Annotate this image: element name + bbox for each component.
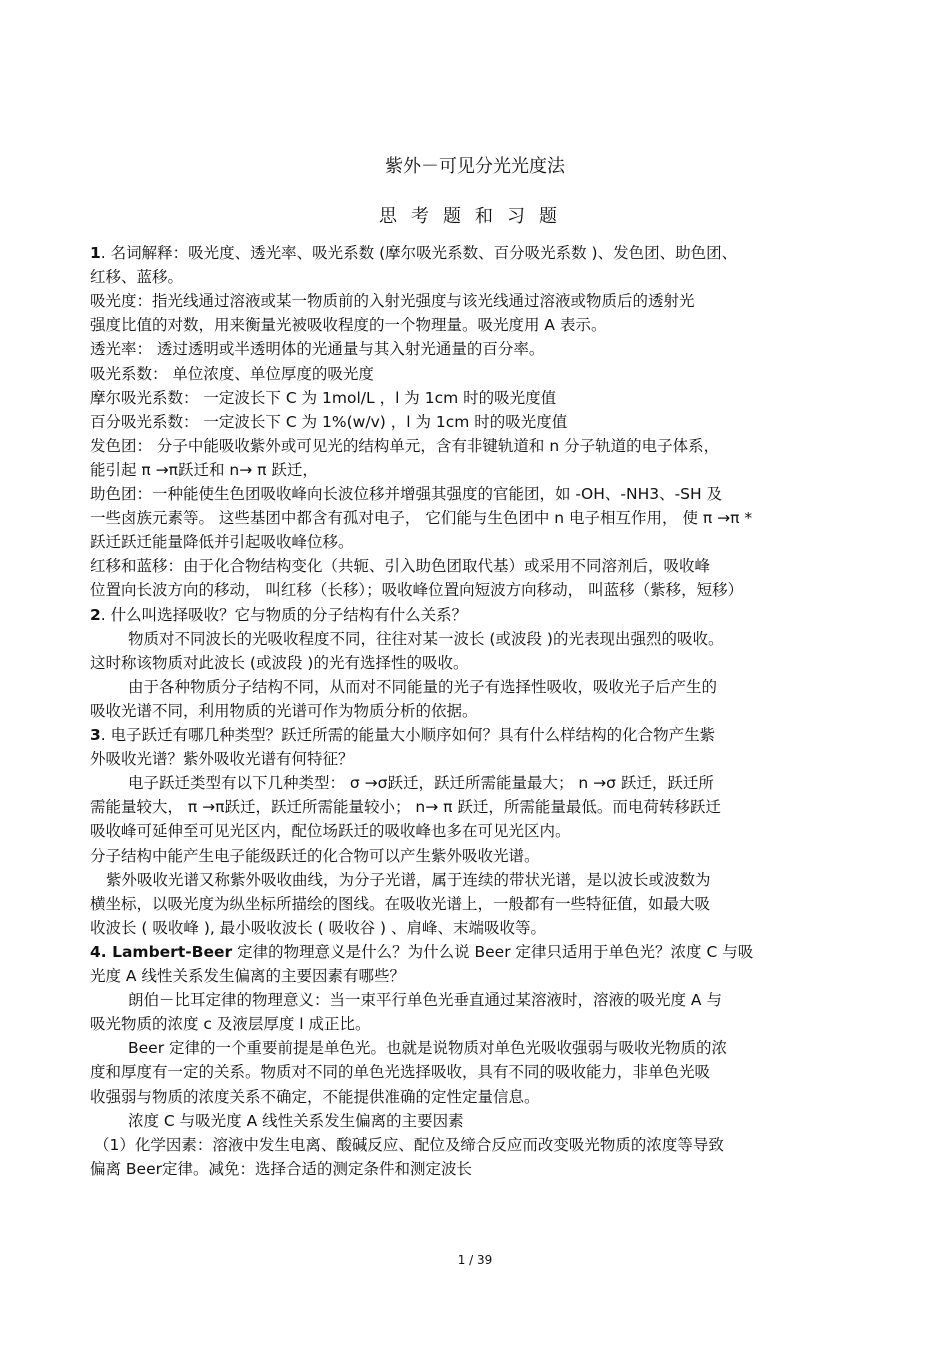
text-line (90, 291, 695, 311)
line-text: 吸收峰可延伸至可见光区内，配位场跃迁的吸收峰也多在可见光区内。 (90, 822, 571, 841)
line-text: 物质对不同波长的光吸收程度不同，往往对某一波长 (或波段 )的光表现出强烈的吸收。 (128, 629, 724, 648)
line-text: （1）化学因素：溶液中发生电离、酸碱反应、配位及缔合反应而改变吸光物质的浓度等导致 (94, 1135, 724, 1154)
text-line (106, 870, 711, 890)
line-text: 由于各种物质分子结构不同，从而对不同能量的光子有选择性吸收，吸收光子后产生的 (128, 677, 718, 696)
text-line (90, 1087, 540, 1107)
page-number: 1 / 39 (457, 1253, 493, 1267)
line-text: 度和厚度有一定的关系。物质对不同的单色光选择吸收，具有不同的吸收能力，非单色光吸 (90, 1063, 711, 1082)
text-line (90, 1014, 371, 1034)
text-line (90, 460, 318, 480)
question-number: 3 (90, 726, 101, 744)
line-text: 光度 A 线性关系发生偏离的主要因素有哪些？ (90, 967, 405, 985)
line-text: . 什么叫选择吸收？它与物质的分子结构有什么关系？ (100, 605, 468, 624)
document-title: 紫外－可见分光光度法 (385, 156, 565, 177)
text-line (90, 436, 719, 456)
text-line (90, 846, 540, 866)
text-line (90, 966, 405, 986)
text-line (90, 701, 478, 721)
line-text: 摩尔吸光系数： 一定波长下 C 为 1mol/L ，l 为 1cm 时的吸光度值 (90, 388, 557, 407)
line-text: 跃迁跃迁能量降低并引起吸收峰位移。 (90, 533, 354, 552)
line-text: 一些卤族元素等。 这些基团中都含有孤对电子， 它们能与生色团中 n 电子相互作用， 使 π →π * (90, 509, 753, 528)
line-text: 吸光度：指光线通过溶液或某一物质前的入射光强度与该光线通过溶液或物质后的透射光 (90, 292, 695, 311)
line-text: . 名词解释：吸光度、透光率、吸光系数 (摩尔吸光系数、百分吸光系数 )、发色团、助色团、 (100, 244, 738, 262)
line-text: 定律的物理意义是什么？为什么说 Beer 定律只适用于单色光？浓度 C 与吸 (232, 942, 754, 961)
bold-term: . Lambert-Beer (100, 942, 233, 961)
line-text: 吸光物质的浓度 c 及液层厚度 l 成正比。 (90, 1015, 371, 1034)
line-text: 收强弱与物质的浓度关系不确定，不能提供准确的定性定量信息。 (90, 1087, 540, 1106)
text-line (90, 580, 743, 600)
document-subtitle: 思考题和习题 (379, 206, 571, 227)
line-text: 分子结构中能产生电子能级跃迁的化合物可以产生紫外吸收光谱。 (90, 846, 540, 865)
line-text: Beer 定律的一个重要前提是单色光。也就是说物质对单色光吸收强弱与吸收光物质的浓 (128, 1039, 728, 1058)
line-text: 红移、蓝移。 (90, 268, 184, 287)
text-line (90, 653, 468, 673)
text-line (90, 749, 354, 769)
text-line (128, 629, 723, 649)
line-text: 电子跃迁类型有以下几种类型： σ →σ跃迁，跃迁所需能量最大； n →σ 跃迁，跃迁所 (128, 774, 714, 793)
text-line (128, 1111, 464, 1131)
text-line (90, 942, 753, 962)
text-line (128, 1038, 727, 1058)
text-line (90, 797, 721, 817)
line-text: 百分吸光系数： 一定波长下 C 为 1%(w/v) ，l 为 1cm 时的吸光度值 (90, 412, 568, 431)
line-text: 外吸收光谱？紫外吸收光谱有何特征？ (90, 750, 354, 769)
line-text: 这时称该物质对此波长 (或波段 )的光有选择性的吸收。 (90, 653, 469, 672)
text-line (90, 388, 556, 408)
question-number: 1 (90, 244, 101, 262)
text-line (90, 821, 571, 841)
text-line (90, 243, 737, 263)
line-text: 偏离 Beer定律。减免：选择合适的测定条件和测定波长 (90, 1159, 473, 1178)
text-line (90, 315, 606, 335)
text-line (90, 484, 722, 504)
question-number: 4 (90, 942, 101, 961)
text-line (90, 364, 374, 384)
line-text: 位置向长波方向的移动， 叫红移（长移）；吸收峰位置向短波方向移动， 叫蓝移（紫移，短移） (90, 581, 744, 600)
text-line (90, 556, 710, 576)
text-line (90, 508, 752, 528)
text-line (90, 1159, 472, 1179)
text-line (90, 1062, 710, 1082)
line-text: 横坐标，以吸光度为纵坐标所描绘的图线。在吸收光谱上，一般都有一些特征值，如最大吸 (90, 894, 711, 913)
line-text: 浓度 C 与吸光度 A 线性关系发生偏离的主要因素 (128, 1111, 464, 1130)
line-text: 需能量较大， π →π跃迁，跃迁所需能量较小； n→ π 跃迁，所需能量最低。而电荷转移跃迁 (90, 798, 721, 817)
text-line (90, 412, 567, 432)
text-line (128, 677, 717, 697)
text-line (128, 773, 714, 793)
line-text: 紫外吸收光谱又称紫外吸收曲线，为分子光谱，属于连续的带状光谱，是以波长或波数为 (106, 870, 711, 889)
line-text: 红移和蓝移：由于化合物结构变化（共轭、引入助色团取代基）或采用不同溶剂后，吸收峰 (90, 557, 711, 576)
text-line (94, 1135, 724, 1155)
text-line (128, 990, 722, 1010)
line-text: . 电子跃迁有哪几种类型？跃迁所需的能量大小顺序如何？具有什么样结构的化合物产生紫 (100, 726, 716, 744)
text-line (90, 894, 710, 914)
line-text: 强度比值的对数，用来衡量光被吸收程度的一个物理量。吸光度用 A 表示。 (90, 316, 607, 335)
line-text: 助色团：一种能使生色团吸收峰向长波位移并增强其强度的官能团，如 -OH、-NH3、-SH 及 (90, 485, 723, 503)
line-text: 吸收光谱不同，利用物质的光谱可作为物质分析的依据。 (90, 701, 478, 720)
text-line (90, 339, 544, 359)
text-line (90, 532, 354, 552)
line-text: 能引起 π →π跃迁和 n→ π 跃迁， (90, 460, 318, 479)
line-text: 朗伯－比耳定律的物理意义：当一束平行单色光垂直通过某溶液时，溶液的吸光度 A 与 (128, 991, 722, 1010)
line-text: 透光率： 透过透明或半透明体的光通量与其入射光通量的百分率。 (90, 340, 545, 359)
text-line (90, 918, 546, 938)
text-line (90, 267, 183, 287)
line-text: 发色团： 分子中能吸收紫外或可见光的结构单元，含有非键轨道和 n 分子轨道的电子体系， (90, 436, 720, 455)
line-text: 收波长 ( 吸收峰 ), 最小吸收波长 ( 吸收谷 ) 、肩峰、末端吸收等。 (90, 918, 547, 937)
line-text: 吸光系数： 单位浓度、单位厚度的吸光度 (90, 364, 374, 383)
text-line (90, 725, 715, 745)
text-line (90, 605, 467, 625)
question-number: 2 (90, 605, 101, 624)
